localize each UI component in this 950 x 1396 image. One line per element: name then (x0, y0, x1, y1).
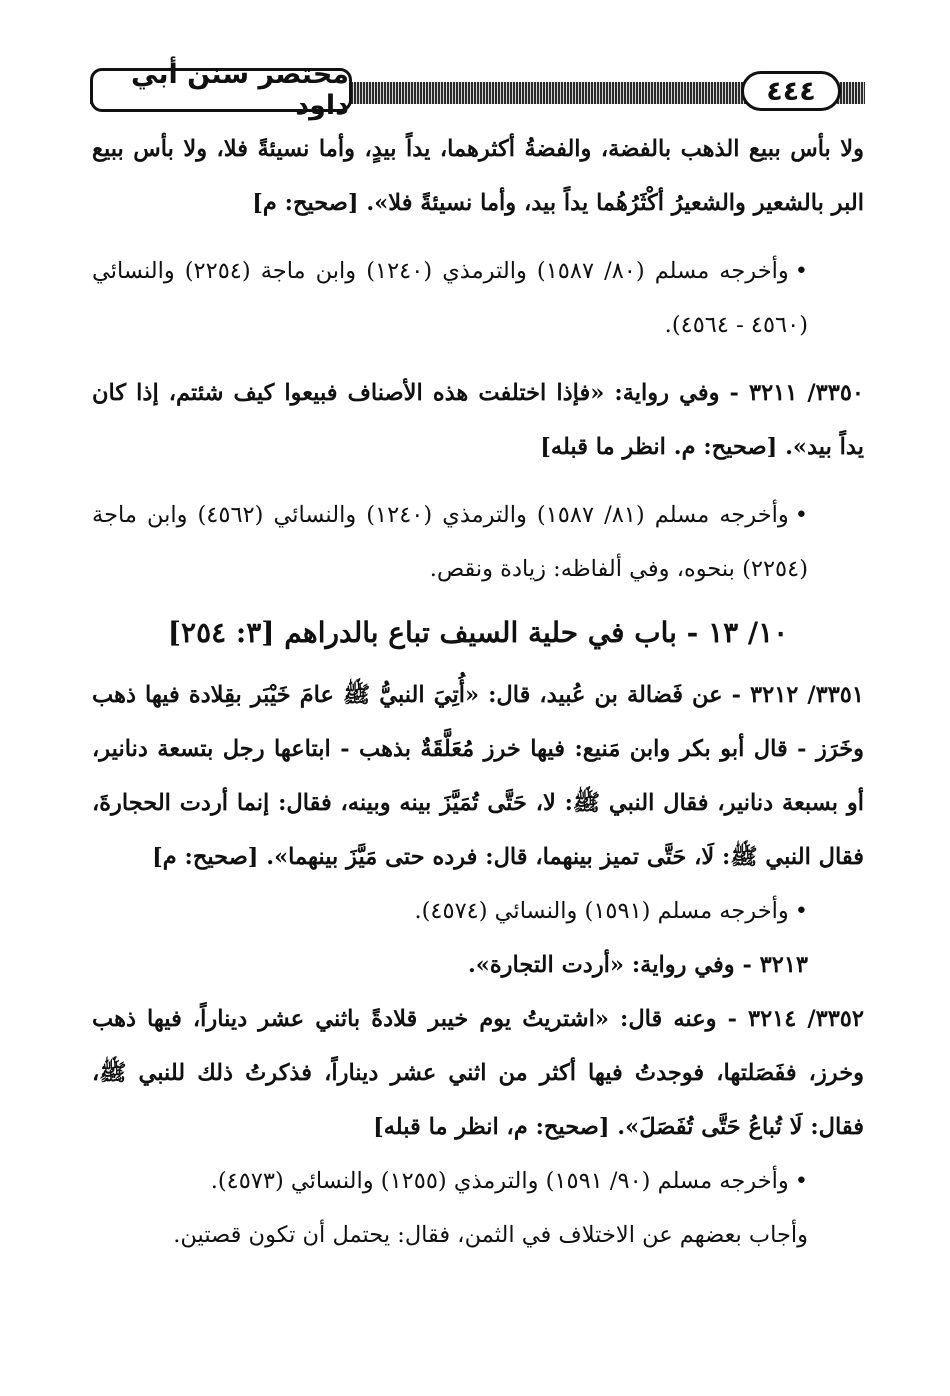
takhrij-note (92, 488, 864, 596)
hadith-3351: ٣٣٥١/ ٣٢١٢ - عن فَضالة بن عُبيد، قال: «أُتِيَ النبيُّ ﷺ عامَ خَيْبَر بقِلادة فيها ذهب وخَرَز - قال أبو بكر وابن مَنيع: فيها خرز مُعَلَّقَةٌ بذهب - ابتاعها رجل بتسعة دنانير، أو بسبعة دنانير، فقال النبي ﷺ: لا، حَتَّى تُمَيَّزَ بينه وبينه، فقال: إنما أردت الحجارةَ، فقال النبي ﷺ: لَا، حَتَّى تميز بينهما، قال: فرده حتى مَيَّزَ بينهما». [صحيح: م] (92, 682, 864, 870)
page-number: ٤٤٤ (741, 71, 841, 111)
takhrij-text: وأخرجه مسلم (٨٠/ ١٥٨٧) والترمذي (١٢٤٠) وابن ماجة (٢٢٥٤) والنسائي (٤٥٦٠ - ٤٥٦٤). (92, 258, 808, 338)
bullet-icon: • (794, 898, 808, 924)
running-header (90, 59, 865, 121)
chapter-heading: ١٠/ ١٣ - باب في حلية السيف تباع بالدراهم [٣: ٢٥٤] (167, 616, 789, 649)
bullet-icon: • (794, 502, 809, 528)
takhrij-text: وأخرجه مسلم (٩٠/ ١٥٩١) والترمذي (١٢٥٥) والنسائي (٤٥٧٣). (210, 1168, 789, 1194)
takhrij-note (92, 1154, 864, 1208)
hadith-3352: ٣٣٥٢/ ٣٢١٤ - وعنه قال: «اشتريتُ يوم خيبر قلادةً باثني عشر ديناراً، فيها ذهب وخرز، ففَصَلتها، فوجدتُ فيها أكثر من اثني عشر ديناراً، فذكرتُ ذلك للنبي ﷺ، فقال: لَا تُباعُ حَتَّى تُفَصَلَ». [صحيح: م، انظر ما قبله] (92, 1006, 864, 1140)
commentary-note: وأجاب بعضهم عن الاختلاف في الثمن، فقال: يحتمل أن تكون قصتين. (173, 1222, 808, 1248)
takhrij-text: وأخرجه مسلم (١٥٩١) والنسائي (٤٥٧٤). (414, 898, 789, 924)
hadith-3213: ٣٢١٣ - وفي رواية: «أردت التجارة». (467, 952, 808, 978)
hadith-3350: ٣٣٥٠/ ٣٢١١ - وفي رواية: «فإذا اختلفت هذه الأصناف فبيعوا كيف شئتم، إذا كان يداً بيد». [صحيح: م. انظر ما قبله] (92, 380, 864, 460)
page-body (92, 122, 864, 1262)
bullet-icon: • (794, 1168, 808, 1194)
takhrij-note (92, 884, 864, 938)
book-title: مختصر سنن أبي داود (90, 68, 352, 112)
takhrij-text: وأخرجه مسلم (٨١/ ١٥٨٧) والترمذي (١٢٤٠) والنسائي (٤٥٦٢) وابن ماجة (٢٢٥٤) بنحوه، وفي ألفاظه: زيادة ونقص. (92, 502, 808, 582)
bullet-icon: • (794, 258, 808, 284)
takhrij-note (92, 244, 864, 352)
hadith-text: ولا بأس ببيع الذهب بالفضة، والفضةُ أكثرهما، يداً بيدٍ، وأما نسيئةً فلا، ولا بأس ببيع البر بالشعير والشعيرُ أكْثَرُهُما يداً بيد، وأما نسيئةً فلا». [صحيح: م] (92, 136, 864, 216)
